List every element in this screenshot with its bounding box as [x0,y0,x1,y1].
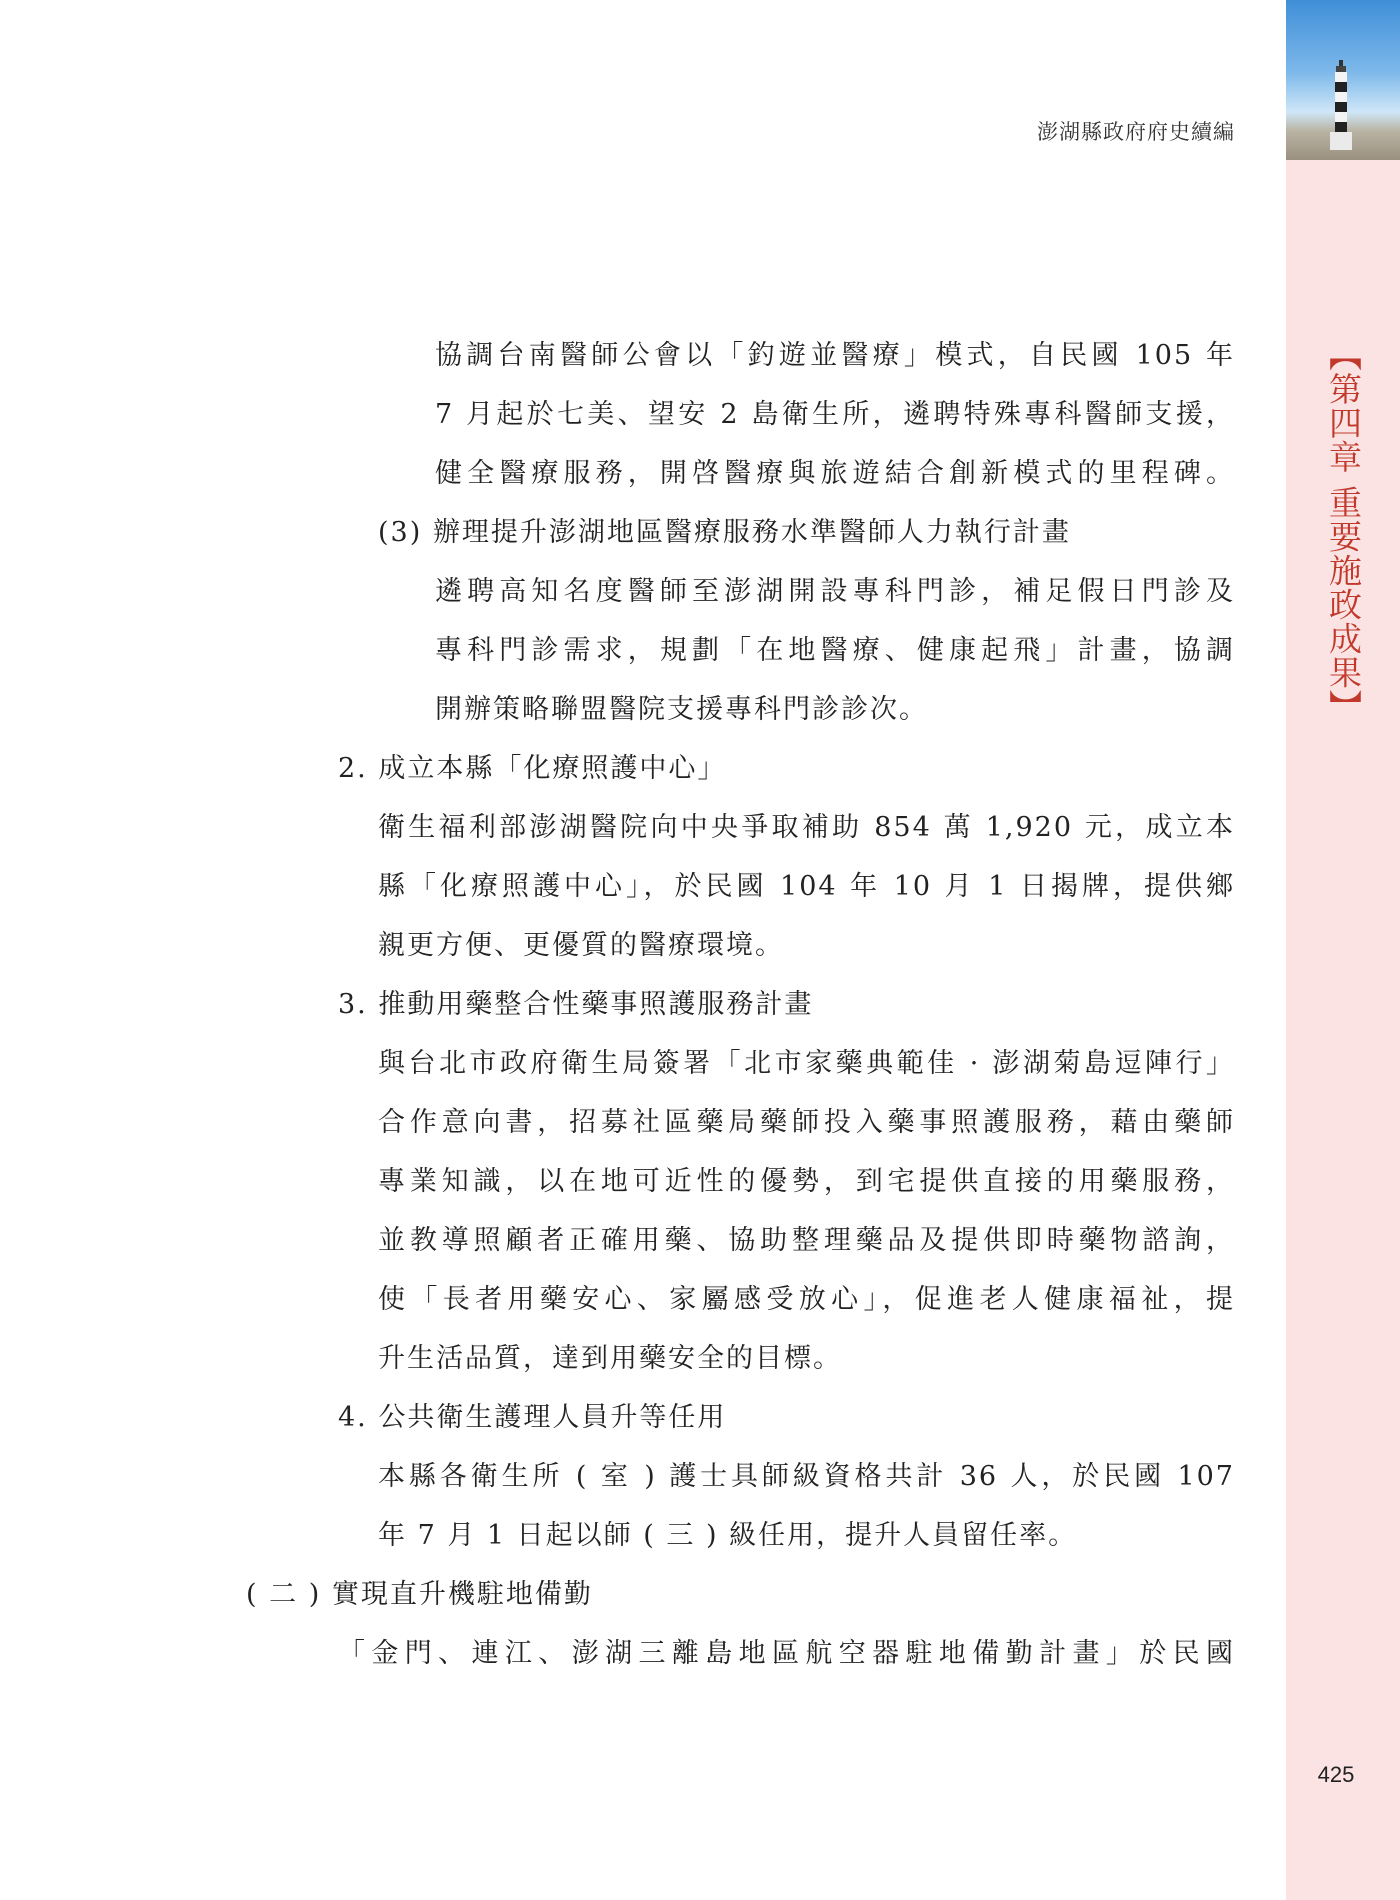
text-line: 開辦策略聯盟醫院支援專科門診診次。 [435,694,928,725]
paragraph-4 [378,1034,1235,1388]
text-line: 並教導照顧者正確用藥、協助整理藥品及提供即時藥物諮詢， [378,1225,1235,1256]
section-2-heading: 2. 成立本縣「化療照護中心」 [338,753,727,784]
lighthouse-photo [1286,0,1400,160]
section-3-heading: 3. 推動用藥整合性藥事照護服務計畫 [338,989,814,1020]
text-line: 專業知識，以在地可近性的優勢，到宅提供直接的用藥服務， [378,1166,1235,1197]
chapter-label: 【第四章 重要施政成果】 [1324,338,1363,724]
text-line: 升生活品質，達到用藥安全的目標。 [378,1343,842,1374]
text-line: 年 7 月 1 日起以師 ( 三 ) 級任用，提升人員留任率。 [378,1520,1078,1551]
text-line: 合作意向書，招募社區藥局藥師投入藥事照護服務，藉由藥師 [378,1107,1235,1138]
text-line: 與台北市政府衛生局簽署「北市家藥典範佳 · 澎湖菊島逗陣行」 [378,1048,1235,1079]
text-line: 「金門、連江、澎湖三離島地區航空器駐地備勤計畫」於民國 [338,1638,1235,1669]
text-line: 專科門診需求，規劃「在地醫療、健康起飛」計畫，協調 [435,635,1235,666]
running-header: 澎湖縣政府府史續編 [1037,120,1235,144]
text-line: 健全醫療服務，開啓醫療與旅遊結合創新模式的里程碑。 [435,458,1235,489]
text-line: 衛生福利部澎湖醫院向中央爭取補助 854 萬 1,920 元，成立本 [378,812,1235,843]
text-line: 使「長者用藥安心、家屬感受放心」，促進老人健康福祉，提 [378,1284,1235,1315]
text-line: 協調台南醫師公會以「釣遊並醫療」模式，自民國 105 年 [435,340,1235,371]
section-b-heading: ( 二 ) 實現直升機駐地備勤 [246,1579,593,1610]
text-line: 7 月起於七美、望安 2 島衛生所，遴聘特殊專科醫師支援， [435,399,1235,430]
page-number: 425 [1317,1762,1355,1787]
chapter-sidebar [1286,0,1400,1900]
paragraph-5 [378,1447,1235,1565]
paragraph-3 [378,798,1235,975]
paragraph-2 [435,562,1235,739]
text-line: 縣「化療照護中心」，於民國 104 年 10 月 1 日揭牌，提供鄉 [378,871,1235,902]
text-line: 本縣各衛生所 ( 室 ) 護士具師級資格共計 36 人，於民國 107 [378,1461,1235,1492]
item-3-heading: (3) 辦理提升澎湖地區醫療服務水準醫師人力執行計畫 [378,517,1071,548]
paragraph-1 [435,326,1235,503]
text-line: 親更方便、更優質的醫療環境。 [378,930,784,961]
paragraph-6 [338,1624,1235,1683]
lighthouse-icon [1326,60,1356,150]
text-line: 遴聘高知名度醫師至澎湖開設專科門診，補足假日門診及 [435,576,1235,607]
section-4-heading: 4. 公共衛生護理人員升等任用 [338,1402,727,1433]
